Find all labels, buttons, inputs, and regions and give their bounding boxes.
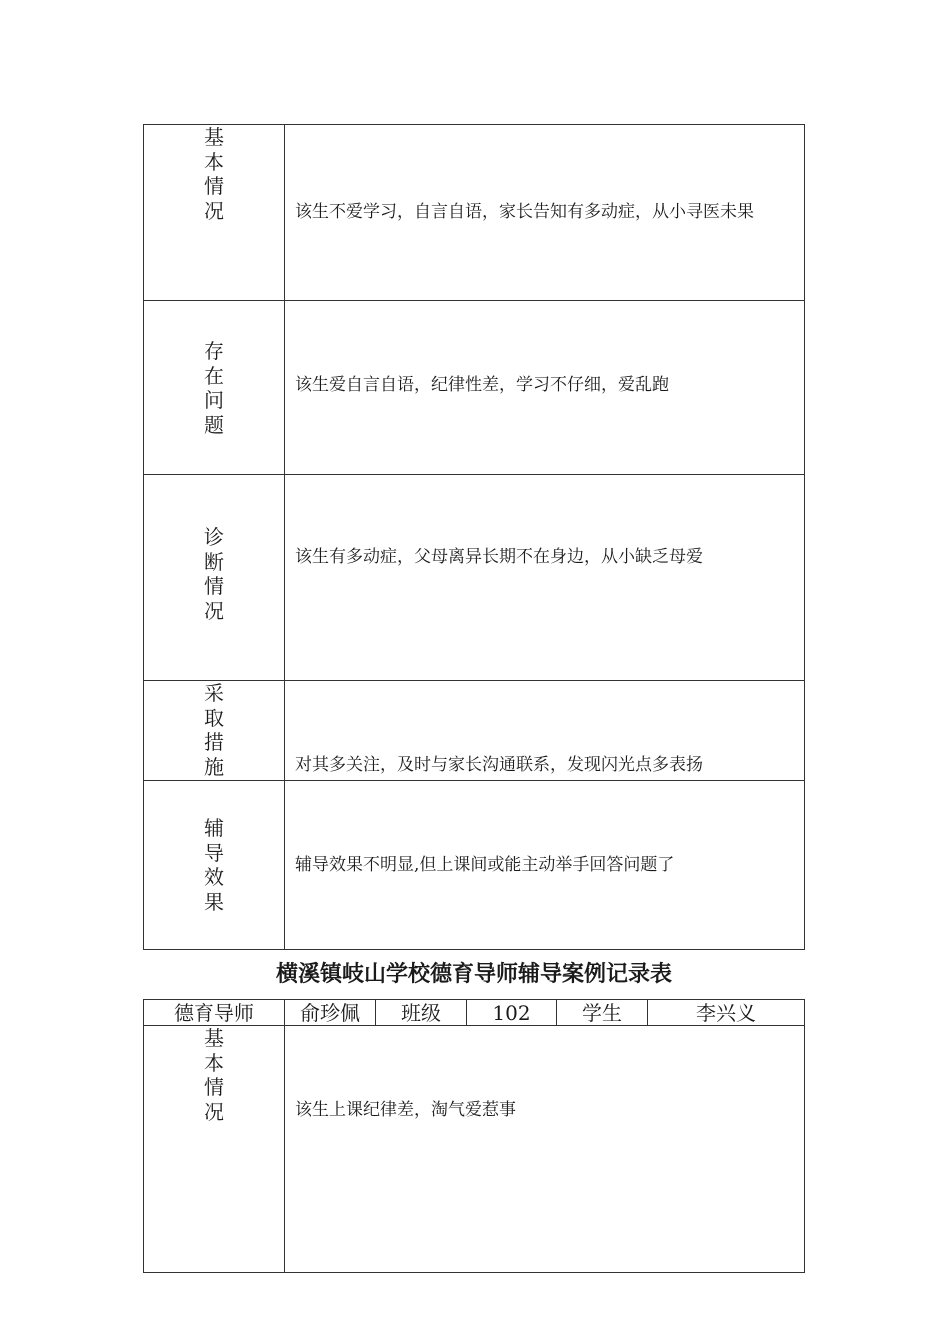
row-existing-problems [144,301,805,475]
student-name: 李兴义 [648,1000,805,1026]
label-basic-situation: 基本情况 [144,125,285,301]
mentor-name: 俞珍佩 [285,1000,376,1026]
class-value: 102 [467,1000,557,1026]
mentor-label: 德育导师 [144,1000,285,1026]
content-measures: 对其多关注，及时与家长沟通联系，发现闪光点多表扬 [285,681,805,781]
case-record-table-1 [143,124,805,950]
label-existing-problems: 存在问题 [144,301,285,475]
label-basic-situation-2: 基本情况 [144,1026,285,1273]
student-label: 学生 [557,1000,648,1026]
row-basic-situation [144,125,805,301]
case-record-table-2 [143,999,805,1273]
row-diagnosis [144,475,805,681]
content-effect: 辅导效果不明显,但上课间或能主动举手回答问题了 [285,781,805,950]
row-effect [144,781,805,950]
document-title: 横溪镇岐山学校德育导师辅导案例记录表 [275,961,672,987]
label-diagnosis: 诊断情况 [144,475,285,681]
header-row [144,1000,805,1026]
content-basic-situation-2: 该生上课纪律差，淘气爱惹事 [285,1026,805,1273]
row-measures [144,681,805,781]
label-effect: 辅导效果 [144,781,285,950]
content-existing-problems: 该生爱自言自语，纪律性差，学习不仔细，爱乱跑 [285,301,805,475]
class-label: 班级 [376,1000,467,1026]
content-basic-situation: 该生不爱学习，自言自语，家长告知有多动症，从小寻医未果 [285,125,805,301]
content-diagnosis: 该生有多动症，父母离异长期不在身边，从小缺乏母爱 [285,475,805,681]
label-measures: 采取措施 [144,681,285,781]
row-basic-situation-2 [144,1026,805,1273]
